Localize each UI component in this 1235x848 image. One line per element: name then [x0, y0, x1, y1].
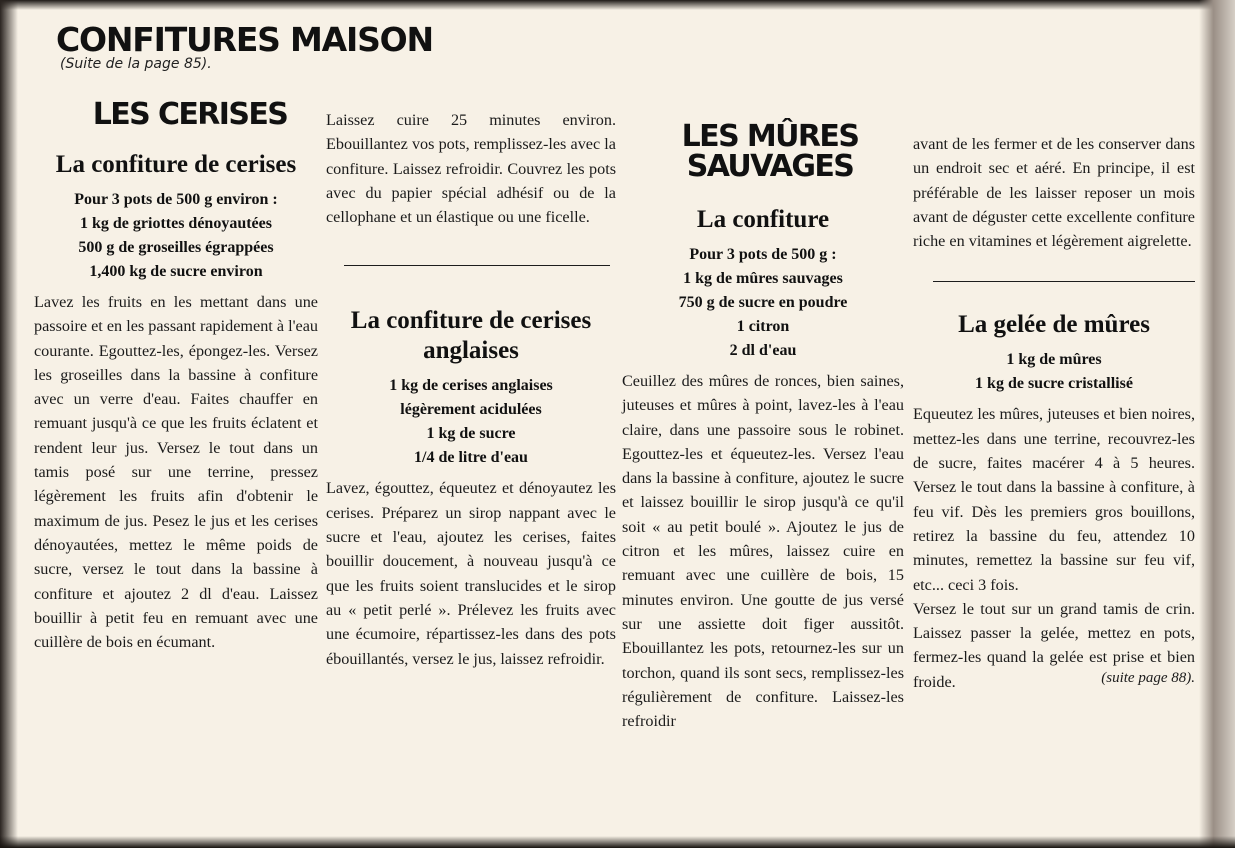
instructions-confiture-mures: Ceuillez des mûres de ronces, bien saines, juteuses et mûres à point, lavez-les à l'eau claire, dans une passoire sous le robinet. Egouttez-les et équeutez-les. Versez l'eau dans la bassine à confiture, ajoutez le sucre et laissez bouillir le sirop jusqu'à ce qu'il soit « au petit boulé ». Ajoutez le jus de citron et les mûres, laissez cuire en remuant avec une cuillère de bois, 15 minutes environ. Une goutte de jus versé sur une assiette doit figer aussitôt. Ebouillantez les pots, retournez-les sur un torchon, quand ils sont secs, remplissez-les régulièrement de confiture. Laissez-les refroidir [622, 372, 904, 731]
ingredients-gelee-mures [913, 348, 1195, 396]
section-title-cerises: LES CERISES [92, 97, 288, 132]
scan-edge-left [0, 0, 18, 848]
column-2 [326, 108, 616, 671]
ingredients-cerises-anglaises [326, 374, 616, 470]
recipe-title-cerises-anglaises: La confiture de cerises anglaises [350, 307, 592, 365]
recipe-title-gelee-mures: La gelée de mûres [958, 311, 1150, 339]
ingredient-line: 1 kg de mûres sauvages [683, 270, 843, 287]
scan-edge-top [0, 0, 1235, 10]
scan-edge-bottom [0, 836, 1235, 848]
scan-edge-right [1199, 0, 1235, 848]
ingredients-confiture-mures [622, 243, 904, 363]
ingredient-line: 1 kg de sucre [426, 425, 516, 443]
ingredient-line: 1 kg de cerises anglaises [389, 377, 553, 395]
instructions-gelee-mures-part-2: Versez le tout sur un grand tamis de crin. Laissez passer la gelée, mettez en pots, fermez-les quand la gelée est prise et bien froide. [913, 599, 1195, 691]
recipe-title-confiture-cerises: La confiture de cerises [55, 151, 297, 178]
instructions-confiture-mures-continued: avant de les fermer et de les conserver dans un endroit sec et aéré. En principe, il est préférable de les laisser reposer un mois avant de déguster cette excellente confiture riche en vitamines et légèrement aigrelette. [913, 135, 1195, 251]
section-title-mures: LES MÛRES SAUVAGES [681, 119, 859, 184]
instructions-gelee-mures-part-1: Equeutez les mûres, juteuses et bien noires, mettez-les dans une terrine, recouvrez-les de sucre, faites macérer 4 à 5 heures. Versez le tout dans la bassine à confiture, à feu vif. Dès les premiers gros bouillons, retirez la bassine du feu, attendez 10 minutes, remettez la bassine sur feu vif, etc... ceci 3 fois. [913, 405, 1195, 594]
ingredient-line: 750 g de sucre en poudre [678, 294, 848, 311]
ingredient-line: 1 kg de mûres [1006, 351, 1102, 369]
ingredient-line: Pour 3 pots de 500 g : [689, 246, 837, 263]
continued-on-note: (suite page 88). [1101, 670, 1195, 687]
ingredient-line: 1 kg de sucre cristallisé [975, 375, 1133, 393]
ingredient-line: 2 dl d'eau [729, 342, 797, 359]
instructions-confiture-cerises-continued: Laissez cuire 25 minutes environ. Ebouillantez vos pots, remplissez-les avec la confiture. Laissez refroidir. Couvrez les pots avec du papier spécial adhésif ou de la cellophane et un élastique ou une ficelle. [326, 111, 616, 227]
column-3 [622, 205, 904, 733]
ingredient-line: 1 kg de griottes dénoyautées [80, 215, 272, 232]
column-1 [34, 150, 318, 654]
ingredient-line: 500 g de groseilles égrappées [78, 239, 274, 256]
ingredients-confiture-cerises [34, 188, 318, 284]
continued-from-note: (Suite de la page 85). [60, 56, 212, 72]
ingredient-line: 1 citron [736, 318, 790, 335]
instructions-confiture-cerises: Lavez les fruits en les mettant dans une passoire et en les passant rapidement à l'eau courante. Egouttez-les, épongez-les. Versez les groseilles dans la bassine à confiture avec un verre d'eau. Faites chauffer en remuant jusqu'à ce que les fruits éclatent et rendent leur jus. Versez le tout dans un tamis posé sur une terrine, pressez légèrement les fruits afin d'obtenir le maximum de jus. Pesez le jus et les cerises dénoyautées, mettez le même poids de sucre, versez le tout dans la bassine à confiture et ajoutez 2 dl d'eau. Laissez bouillir à petit feu en remuant avec une cuillère de bois en écumant. [34, 293, 318, 652]
section-divider [933, 281, 1195, 282]
section-divider [344, 265, 610, 266]
ingredient-line: 1/4 de litre d'eau [414, 449, 528, 467]
ingredient-line: légèrement acidulées [400, 401, 542, 419]
column-4 [913, 132, 1195, 691]
page-title: CONFITURES MAISON [56, 20, 433, 59]
instructions-cerises-anglaises: Lavez, égouttez, équeutez et dénoyautez les cerises. Préparez un sirop nappant avec le sucre et l'eau, ajoutez les cerises, faites bouillir doucement, à nouveau jusqu'à ce que les fruits soient translucides et le sirop au « petit perlé ». Prélevez les fruits avec une écumoire, répartissez-les dans des pots ébouillantés, versez le jus, laissez refroidir. [326, 479, 616, 668]
ingredient-line: Pour 3 pots de 500 g environ : [74, 191, 278, 208]
recipe-title-confiture-mures: La confiture [696, 206, 830, 233]
ingredient-line: 1,400 kg de sucre environ [89, 263, 263, 280]
